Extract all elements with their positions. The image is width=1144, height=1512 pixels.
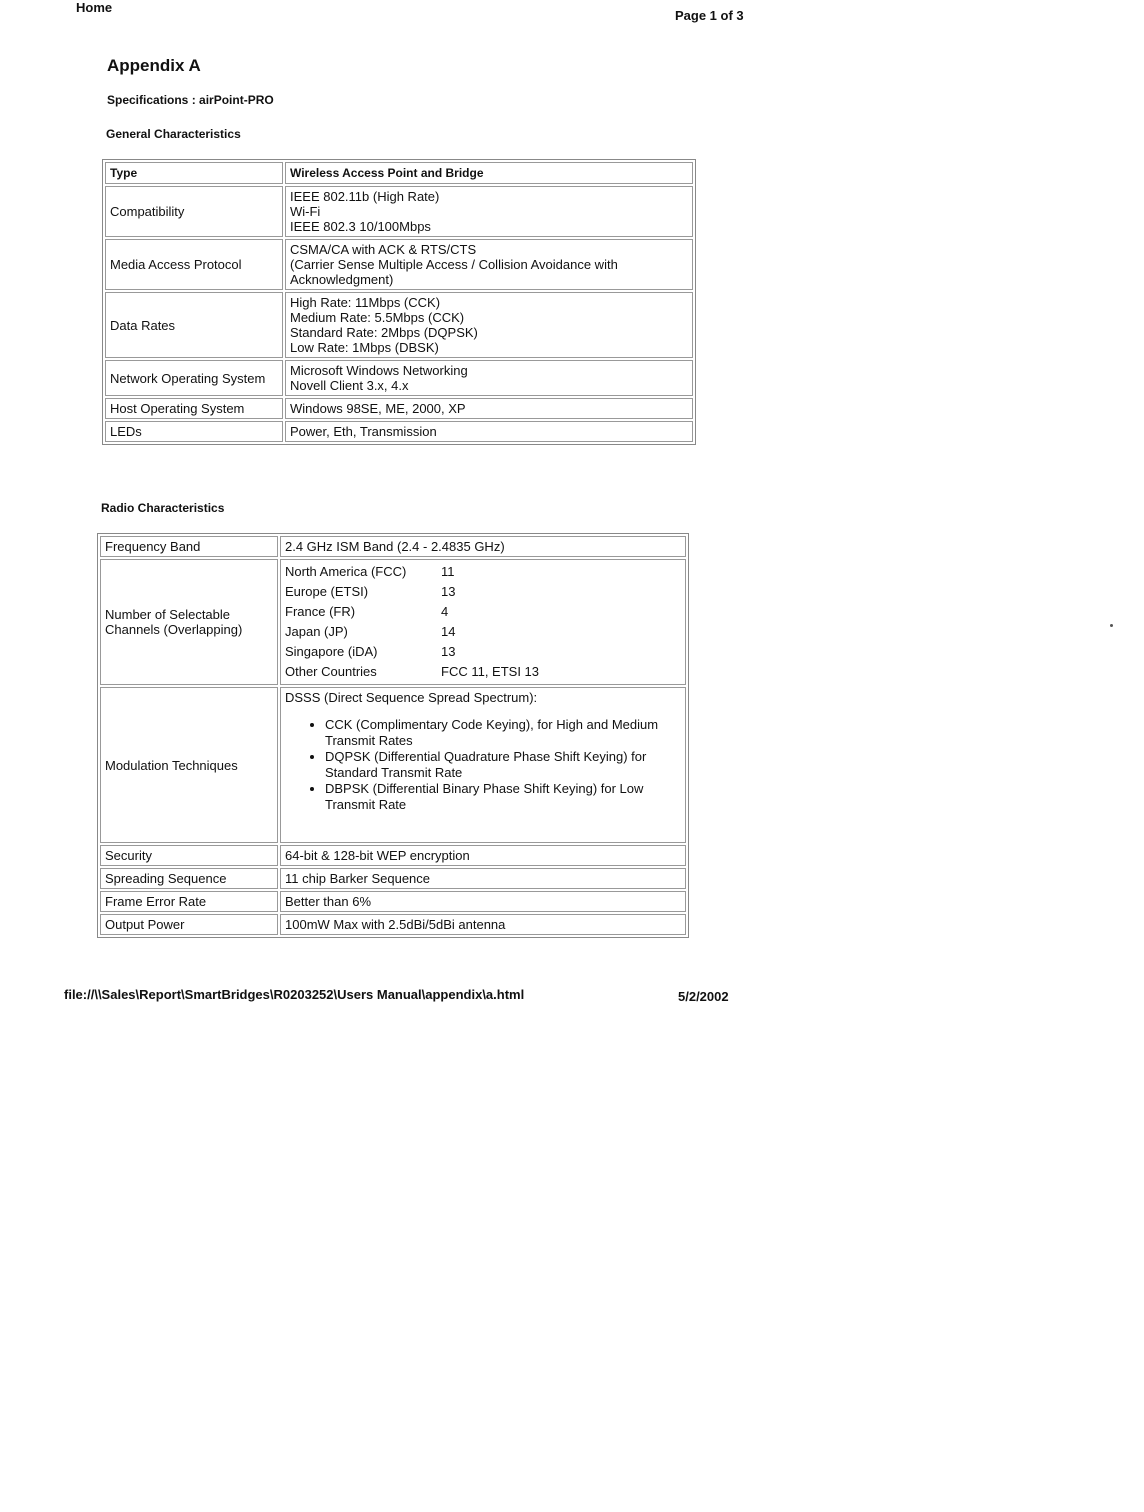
table-row xyxy=(105,162,693,184)
selectable-channels-label xyxy=(100,559,278,685)
footer-date: 5/2/2002 xyxy=(678,989,729,1004)
label-line: Number of Selectable xyxy=(105,607,231,622)
table-row xyxy=(100,891,686,912)
table-row xyxy=(100,868,686,889)
compatibility-value xyxy=(285,186,693,237)
channel-row xyxy=(285,642,681,662)
table-row xyxy=(100,914,686,935)
home-link[interactable]: Home xyxy=(76,0,113,15)
security-label: Security xyxy=(100,845,278,866)
host-os-label: Host Operating System xyxy=(105,398,283,419)
value-line: High Rate: 11Mbps (CCK) xyxy=(290,295,441,310)
host-os-value: Windows 98SE, ME, 2000, XP xyxy=(285,398,693,419)
modulation-techniques-value xyxy=(280,687,686,843)
value-line: Acknowledgment) xyxy=(290,272,394,287)
channel-region: Singapore (iDA) xyxy=(285,644,378,659)
output-power-label: Output Power xyxy=(100,914,278,935)
channel-count: 13 xyxy=(441,644,456,659)
footer-file-path: file://\\Sales\Report\SmartBridges\R0203252\Users Manual\appendix\a.html xyxy=(64,987,525,1002)
frame-error-rate-label: Frame Error Rate xyxy=(100,891,278,912)
table-row xyxy=(100,559,686,685)
network-os-value xyxy=(285,360,693,396)
value-line: Low Rate: 1Mbps (DBSK) xyxy=(290,340,439,355)
frequency-band-value: 2.4 GHz ISM Band (2.4 - 2.4835 GHz) xyxy=(280,536,686,557)
list-item: • DQPSK (Differential Quadrature Phase Shift Keying) for Standard Transmit Rate xyxy=(325,749,681,781)
value-line: Novell Client 3.x, 4.x xyxy=(290,378,409,393)
table-row xyxy=(105,360,693,396)
radio-characteristics-heading: Radio Characteristics xyxy=(101,501,225,515)
frequency-band-label: Frequency Band xyxy=(100,536,278,557)
data-rates-value xyxy=(285,292,693,358)
channel-count: 13 xyxy=(441,584,456,599)
specifications-label: Specifications : airPoint-PRO xyxy=(107,93,274,107)
modulation-techniques-label: Modulation Techniques xyxy=(100,687,278,843)
value-line: (Carrier Sense Multiple Access / Collision Avoidance with xyxy=(290,257,618,272)
media-access-protocol-label: Media Access Protocol xyxy=(105,239,283,290)
table-row xyxy=(105,239,693,290)
network-os-label: Network Operating System xyxy=(105,360,283,396)
type-value: Wireless Access Point and Bridge xyxy=(285,162,693,184)
value-line: IEEE 802.3 10/100Mbps xyxy=(290,219,431,234)
media-access-protocol-value xyxy=(285,239,693,290)
channel-region: Japan (JP) xyxy=(285,624,348,639)
channel-row xyxy=(285,622,681,642)
type-label: Type xyxy=(105,162,283,184)
selectable-channels-value xyxy=(280,559,686,685)
channel-count: 11 xyxy=(441,564,455,579)
frame-error-rate-value: Better than 6% xyxy=(280,891,686,912)
channel-region: France (FR) xyxy=(285,604,356,619)
value-line: IEEE 802.11b (High Rate) xyxy=(290,189,440,204)
value-line: CSMA/CA with ACK & RTS/CTS xyxy=(290,242,477,257)
channel-count: 14 xyxy=(441,624,456,639)
modulation-list xyxy=(285,717,681,813)
spreading-sequence-value: 11 chip Barker Sequence xyxy=(280,868,686,889)
table-row xyxy=(105,421,693,442)
data-rates-label: Data Rates xyxy=(105,292,283,358)
channel-row xyxy=(285,602,681,622)
table-row xyxy=(100,536,686,557)
value-line: Medium Rate: 5.5Mbps (CCK) xyxy=(290,310,465,325)
channel-row xyxy=(285,662,681,682)
spreading-sequence-label: Spreading Sequence xyxy=(100,868,278,889)
channel-count: 4 xyxy=(441,604,449,619)
channel-region: Europe (ETSI) xyxy=(285,584,369,599)
list-item: • DBPSK (Differential Binary Phase Shift Keying) for Low Transmit Rate xyxy=(325,781,681,813)
modulation-intro: DSSS (Direct Sequence Spread Spectrum): xyxy=(285,690,538,705)
channel-region: North America (FCC) xyxy=(285,564,407,579)
table-row xyxy=(100,845,686,866)
channel-row xyxy=(285,582,681,602)
compatibility-label: Compatibility xyxy=(105,186,283,237)
general-characteristics-heading: General Characteristics xyxy=(106,127,241,141)
value-line: Standard Rate: 2Mbps (DQPSK) xyxy=(290,325,478,340)
general-characteristics-table xyxy=(102,159,696,445)
output-power-value: 100mW Max with 2.5dBi/5dBi antenna xyxy=(280,914,686,935)
leds-label: LEDs xyxy=(105,421,283,442)
table-row xyxy=(100,687,686,843)
table-row xyxy=(105,398,693,419)
list-item: • CCK (Complimentary Code Keying), for High and Medium Transmit Rates xyxy=(325,717,681,749)
table-row xyxy=(105,292,693,358)
table-row xyxy=(105,186,693,237)
label-line: Channels (Overlapping) xyxy=(105,622,243,637)
security-value: 64-bit & 128-bit WEP encryption xyxy=(280,845,686,866)
channel-count: FCC 11, ETSI 13 xyxy=(441,664,540,679)
value-line: Wi-Fi xyxy=(290,204,321,219)
radio-characteristics-table xyxy=(97,533,689,938)
page-title: Appendix A xyxy=(107,56,201,75)
channel-row xyxy=(285,562,681,582)
leds-value: Power, Eth, Transmission xyxy=(285,421,693,442)
page-indicator: Page 1 of 3 xyxy=(675,8,744,23)
scan-speck xyxy=(1110,624,1113,627)
channel-region: Other Countries xyxy=(285,664,377,679)
value-line: Microsoft Windows Networking xyxy=(290,363,468,378)
